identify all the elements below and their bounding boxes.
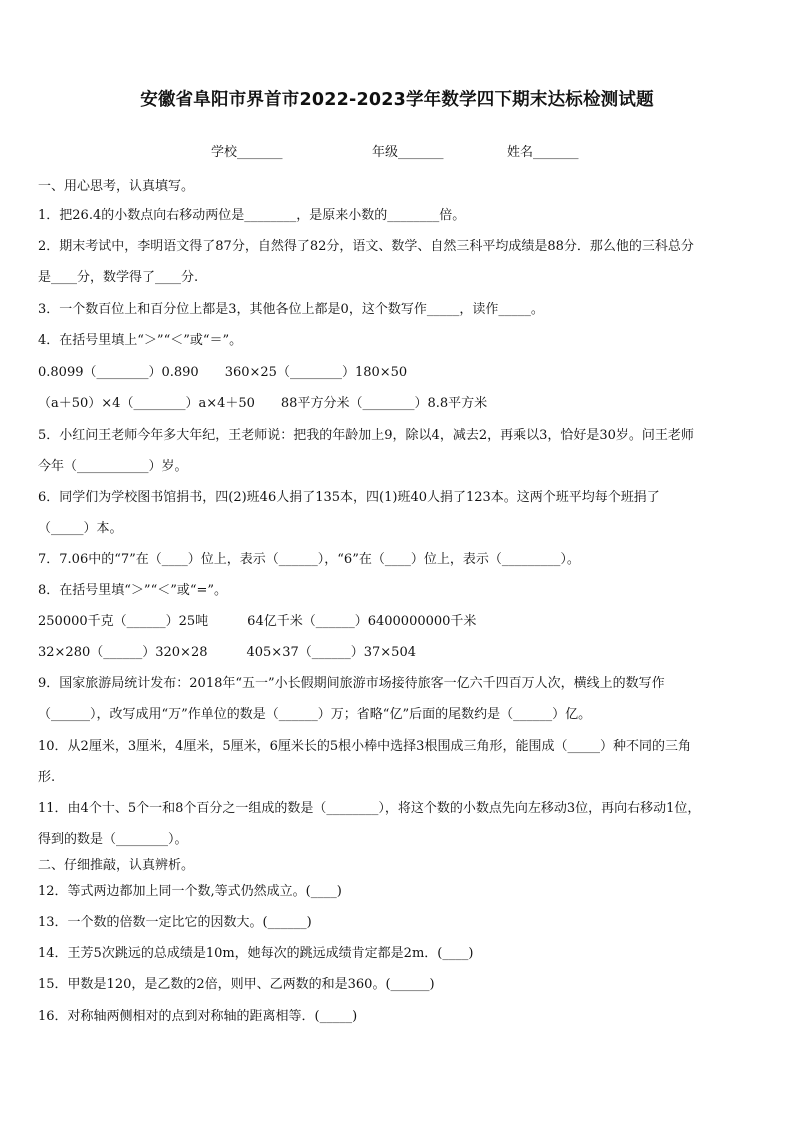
question-5-cont: 今年（___________）岁。	[38, 459, 188, 474]
question-11: 11．由4个十、5个一和8个百分之一组成的数是（________），将这个数的小数点先向左移动3位，再向右移动1位，	[38, 801, 701, 816]
question-8-row-1: 250000千克（______）25吨 64亿千米（______）6400000000千米	[38, 614, 477, 629]
question-6-cont: （_____）本。	[38, 521, 123, 536]
question-2: 2．期末考试中，李明语文得了87分，自然得了82分，语文、数学、自然三科平均成绩是88分．那么他的三科总分	[38, 239, 694, 254]
section-heading-1: 一、用心思考，认真填写。	[38, 179, 195, 194]
question-9: 9．国家旅游局统计发布：2018年“五一”小长假期间旅游市场接待旅客一亿六千四百万人次，横线上的数写作	[38, 676, 665, 691]
question-13: 13．一个数的倍数一定比它的因数大。(______)	[38, 915, 312, 930]
question-4-row-2: （a＋50）×4（________）a×4＋50 88平方分米（________）8.8平方米	[38, 396, 488, 411]
grade-field-label: 年级_______	[372, 145, 444, 160]
question-3: 3．一个数百位上和百分位上都是3，其他各位上都是0，这个数写作_____，读作_____。	[38, 302, 544, 317]
question-9-cont: （______），改写成用“万”作单位的数是（______）万；省略“亿”后面的尾数约是（______）亿。	[38, 707, 592, 722]
question-5: 5．小红问王老师今年多大年纪，王老师说：把我的年龄加上9，除以4，减去2，再乘以3，恰好是30岁。问王老师	[38, 428, 694, 443]
question-16: 16．对称轴两侧相对的点到对称轴的距离相等．(_____)	[38, 1009, 358, 1024]
student-info-row	[0, 141, 794, 161]
question-4-row-1: 0.8099（________）0.890 360×25（________）180×50	[38, 365, 408, 380]
question-6: 6．同学们为学校图书馆捐书，四(2)班46人捐了135本，四(1)班40人捐了123本。这两个班平均每个班捐了	[38, 490, 660, 505]
name-field-label: 姓名_______	[507, 145, 579, 160]
school-field-label: 学校_______	[211, 145, 283, 160]
question-11-cont: 得到的数是（________）。	[38, 832, 188, 847]
question-15: 15．甲数是120，是乙数的2倍，则甲、乙两数的和是360。(______)	[38, 977, 435, 992]
question-7: 7．7.06中的“7”在（____）位上，表示（______），“6”在（____）位上，表示（_________）。	[38, 552, 580, 567]
question-10-cont: 形.	[38, 770, 56, 785]
question-1: 1．把26.4的小数点向右移动两位是________，是原来小数的________倍。	[38, 208, 466, 223]
question-4: 4．在括号里填上“＞”“＜”或“＝”。	[38, 333, 243, 348]
question-8-row-2: 32×280（______）320×28 405×37（______）37×504	[38, 645, 416, 660]
question-14: 14．王芳5次跳远的总成绩是10m，她每次的跳远成绩肯定都是2m．(____)	[38, 946, 474, 961]
page-title: 安徽省阜阳市界首市2022-2023学年数学四下期末达标检测试题	[140, 90, 654, 110]
section-heading-2: 二、仔细推敲，认真辨析。	[38, 858, 195, 873]
question-12: 12．等式两边都加上同一个数,等式仍然成立。(____)	[38, 884, 342, 899]
question-8: 8．在括号里填“＞”“＜”或“=”。	[38, 583, 228, 598]
question-2-cont: 是____分，数学得了____分.	[38, 270, 199, 285]
question-10: 10．从2厘米，3厘米，4厘米，5厘米，6厘米长的5根小棒中选择3根围成三角形，能围成（_____）种不同的三角	[38, 739, 691, 754]
